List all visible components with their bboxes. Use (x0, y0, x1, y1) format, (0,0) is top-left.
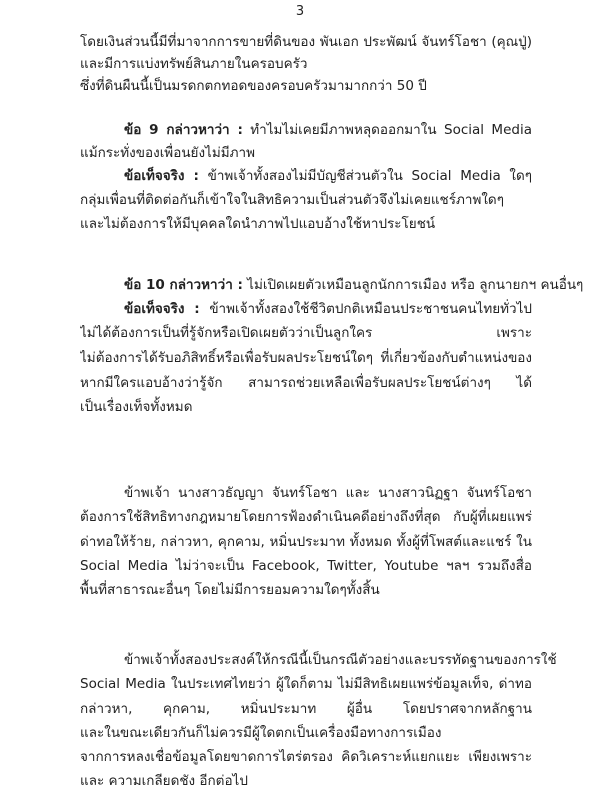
text-line: และมีการแบ่งทรัพย์สินภายในครอบครัว (80, 56, 308, 72)
text-line: แม้กระทั่งของเพื่อนยังไม่มีภาพ (80, 145, 256, 161)
text-line: ซึ่งที่ดินผืนนี้เป็นมรดกตกทอดของครอบครัวมามากกว่า 50 ปี (80, 78, 427, 94)
fact-line (80, 299, 532, 319)
text-line: Social Media ในประเทศไทยว่า ผู้ใดก็ตาม ไม่มีสิทธิเผยแพร่ข้อมูลเท็จ, ด่าทอ (80, 676, 532, 692)
text-line: กลุ่มเพื่อนที่ติดต่อกันก็เข้าใจในสิทธิความเป็นส่วนตัวจึงไม่เคยแชร์ภาพใดๆ (80, 192, 504, 208)
text-line: พื้นที่สาธารณะอื่นๆ โดยไม่มีการยอมความใดๆทั้งสิ้น (80, 582, 380, 598)
text-line: หากมีใครแอบอ้างว่ารู้จัก สามารถช่วยเหลือเพื่อรับผลประโยชน์ต่างๆ ได้ (80, 375, 532, 391)
claim-label: ข้อ 10 กล่าวหาว่า : (124, 277, 243, 293)
fact-colon: : (194, 301, 200, 317)
page-number: 3 (295, 4, 305, 19)
text-line: ข้าพเจ้า นางสาวธัญญา จันทร์โอชา และ นางสาวนิฏฐา จันทร์โอชา (124, 485, 532, 501)
fact-label: ข้อเท็จจริง : (124, 168, 199, 184)
text-line: ไม่ได้ต้องการเป็นที่รู้จักหรือเปิดเผยตัวว่าเป็นลูกใคร เพราะ (80, 325, 532, 341)
fact-text: ข้าพเจ้าทั้งสองไม่มีบัญชีส่วนตัวใน Social Media ใดๆ (207, 168, 532, 184)
claim-line (80, 120, 532, 140)
fact-label: ข้อเท็จจริง (124, 301, 185, 317)
fact-text: ข้าพเจ้าทั้งสองใช้ชีวิตปกติเหมือนประชาชนคนไทยทั่วไป (209, 301, 532, 317)
text-line: และ ความเกลียดชัง อีกต่อไป (80, 773, 248, 789)
text-line: ด่าทอให้ร้าย, กล่าวหา, คุกคาม, หมิ่นประมาท ทั้งหมด ทั้งผู้ที่โพสต์และแชร์ ใน (80, 534, 532, 550)
claim-text: ไม่เปิดเผยตัวเหมือนลูกนักการเมือง หรือ ลูกนายกฯ คนอื่นๆ (247, 277, 584, 293)
text-line: กล่าวหา, คุกคาม, หมิ่นประมาท ผู้อื่น โดยปราศจากหลักฐาน (80, 701, 532, 717)
text-line: จากการหลงเชื่อข้อมูลโดยขาดการไตร่ตรอง คิดวิเคราะห์แยกแยะ เพียงเพราะ (80, 749, 532, 765)
text-line: และไม่ต้องการให้มีบุคคลใดนำภาพไปแอบอ้างใช้หาประโยชน์ (80, 216, 436, 232)
claim-text: ทำไมไม่เคยมีภาพหลุดออกมาใน Social Media (250, 122, 532, 138)
text-line: Social Media ไม่ว่าจะเป็น Facebook, Twitter, Youtube ฯลฯ รวมถึงสื่อ (80, 558, 532, 574)
claim-label: ข้อ 9 กล่าวหาว่า : (124, 122, 243, 138)
text-line: ต้องการใช้สิทธิทางกฎหมายโดยการฟ้องดำเนินคดีอย่างถึงที่สุด กับผู้ที่เผยแพร่ (80, 509, 532, 525)
text-line: โดยเงินส่วนนี้มีที่มาจากการขายที่ดินของ พันเอก ประพัฒน์ จันทร์โอชา (คุณปู่) (80, 34, 532, 50)
text-line: ไม่ต้องการได้รับอภิสิทธิ์หรือเพื่อรับผลประโยชน์ใดๆ ที่เกี่ยวข้องกับตำแหน่งของ (80, 350, 532, 366)
text-line: เป็นเรื่องเท็จทั้งหมด (80, 399, 193, 415)
fact-line (80, 166, 532, 186)
claim-line (80, 275, 584, 295)
text-line: ข้าพเจ้าทั้งสองประสงค์ให้กรณีนี้เป็นกรณีตัวอย่างและบรรทัดฐานของการใช้ (124, 652, 557, 668)
text-line: และในขณะเดียวกันก็ไม่ควรมีผู้ใดตกเป็นเครื่องมือทางการเมือง (80, 725, 442, 741)
